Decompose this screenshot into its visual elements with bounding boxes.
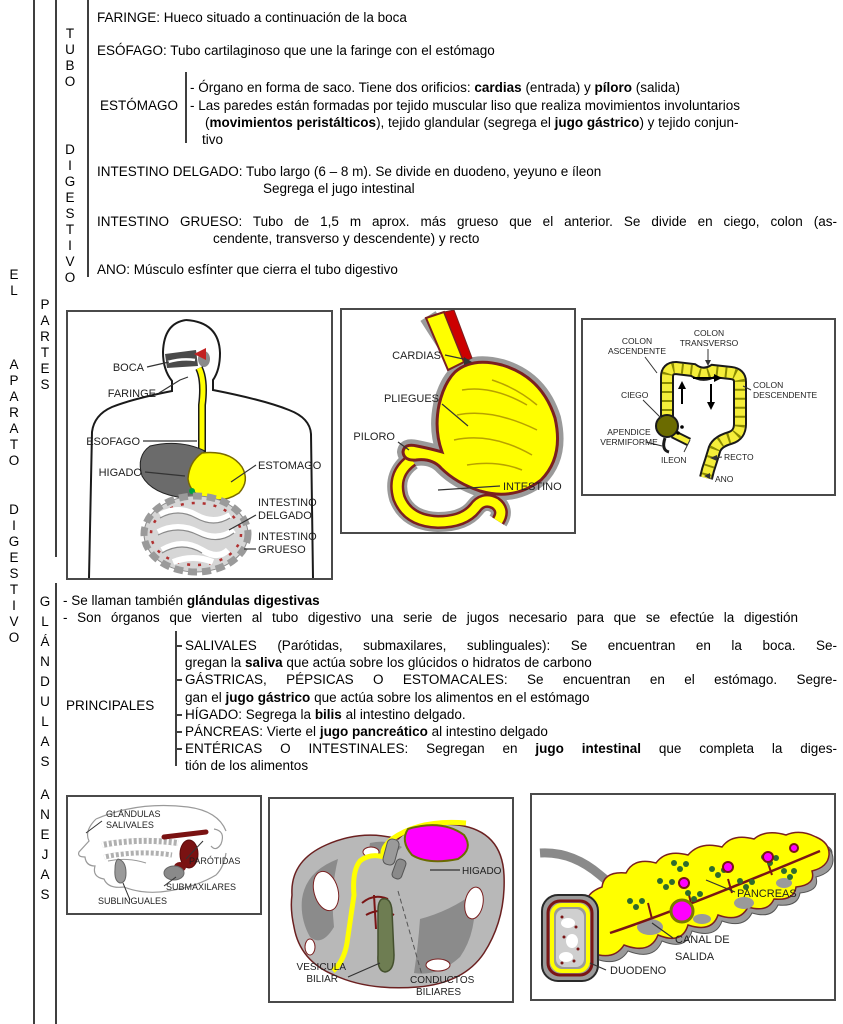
label-intestino: INTESTINO (503, 481, 562, 493)
bracket-estomago (185, 72, 187, 143)
label-boca: BOCA (112, 362, 144, 374)
label-conductos-biliares: BILIARES (416, 987, 462, 998)
outline-aparato: A P A R A T O (8, 357, 20, 468)
label-conductos-biliares: CONDUCTOS (410, 975, 475, 986)
label-higado: HIGADO (462, 866, 502, 877)
label-piloro: PILORO (353, 431, 395, 443)
glandula-entericas: tión de los alimentos (185, 758, 309, 774)
estomago-item: - Las paredes están formadas por tejido muscular liso que realiza movimientos involuntarios (190, 98, 741, 113)
label-faringe: FARINGE (107, 388, 156, 400)
bracket-tick (175, 645, 182, 647)
stomach-drawing (342, 310, 574, 532)
bracket-aparato (33, 0, 35, 1024)
intestino-delgado-definition: INTESTINO DELGADO: Tubo largo (6 – 8 m). Se divide en duodeno, yeyuno e íleon (97, 164, 602, 179)
label-colon-transverso: TRANSVERSO (679, 338, 739, 348)
bracket-principales (175, 631, 177, 766)
figure-digestive-tract-body (66, 310, 333, 580)
estomago-item: - Órgano en forma de saco. Tiene dos orificios: cardias (entrada) y píloro (salida) (190, 80, 680, 95)
label-ciego: CIEGO (621, 390, 649, 400)
pancreas-drawing (532, 795, 834, 999)
label-parotidas: PARÓTIDAS (189, 856, 241, 866)
intestino-delgado-definition: Segrega el jugo intestinal (263, 181, 415, 196)
label-submaxilares: SUBMAXILARES (166, 882, 237, 892)
label-vesicula-biliar: BILIAR (306, 974, 338, 985)
liver-drawing (270, 799, 512, 1001)
figure-liver (268, 797, 514, 1003)
label-colon-descendente: DESCENDENTE (753, 390, 818, 400)
label-intestino-grueso: GRUESO (258, 544, 306, 556)
figure-pancreas (530, 793, 836, 1001)
label-ano: ANO (715, 474, 734, 484)
estomago-item: tivo (202, 132, 224, 147)
figure-stomach (340, 308, 576, 534)
outline-anejas: A N E J A S (40, 787, 50, 902)
glandulas-intro: - Se llaman también glándulas digestivas (63, 593, 320, 608)
label-recto: RECTO (724, 452, 754, 462)
outline-tubo: T U B O (64, 26, 76, 89)
label-colon-descendente: COLON (753, 380, 784, 390)
glandula-gastricas: GÁSTRICAS, PÉPSICAS O ESTOMACALES: Se encuentran en el estómago. Segre- (185, 672, 837, 688)
digestive-tract-drawing (68, 312, 331, 578)
glandula-pancreas: PÁNCREAS: Vierte el jugo pancreático al intestino delgado (185, 723, 548, 739)
principales-list (185, 637, 837, 775)
faringe-definition: FARINGE: Hueco situado a continuación de la boca (97, 10, 407, 25)
intestino-grueso-definition: cendente, transverso y descendente) y recto (213, 231, 480, 246)
bracket-tick (175, 714, 182, 716)
figure-salivary-glands (66, 795, 262, 915)
outline-glandulas: G L Á N D U L A S (39, 594, 51, 769)
glandula-salivales: gregan la saliva que actúa sobre los glúcidos o hidratos de carbono (185, 655, 592, 671)
label-canal-de-salida: CANAL DE (675, 934, 730, 946)
label-colon-ascendente: ASCENDENTE (607, 346, 667, 356)
label-apendice: VERMIFORME (600, 437, 658, 447)
label-glandulas-salivales: GLÁNDULAS (106, 809, 161, 819)
glandula-entericas: ENTÉRICAS O INTESTINALES: Segregan en jugo intestinal que completa la diges- (185, 741, 837, 757)
label-esofago: ESOFAGO (86, 436, 140, 448)
bracket-tick (175, 731, 182, 733)
outline-el: E L (9, 267, 19, 298)
label-sublinguales: SUBLINGUALES (98, 896, 168, 906)
label-colon-transverso: COLON (693, 328, 725, 338)
salivary-glands-drawing (68, 797, 260, 913)
ano-definition: ANO: Músculo esfínter que cierra el tubo digestivo (97, 262, 398, 277)
glandula-gastricas: gan el jugo gástrico que actúa sobre los alimentos en el estómago (185, 689, 590, 705)
label-higado: HIGADO (98, 467, 142, 479)
label-pliegues: PLIEGUES (383, 393, 439, 405)
label-pancreas: PANCREAS (737, 888, 797, 900)
label-intestino-delgado: DELGADO (258, 510, 312, 522)
label-colon-ascendente: COLON (621, 336, 653, 346)
intestino-grueso-definition: INTESTINO GRUESO: Tubo de 1,5 m aprox. más grueso que el anterior. Se divide en ciego, colon (as- (97, 214, 837, 229)
label-duodeno: DUODENO (610, 965, 667, 977)
figure-large-intestine (581, 318, 836, 496)
glandulas-intro: - Son órganos que vierten al tubo digestivo una serie de jugos necesario para que se efectúe la digestión (63, 610, 798, 625)
label-intestino-delgado: INTESTINO (258, 497, 317, 509)
label-cardias: CARDIAS (392, 350, 441, 362)
glandula-higado: HÍGADO: Segrega la bilis al intestino delgado. (185, 706, 466, 722)
outline-partes: P A R T E S (40, 297, 50, 392)
esofago-definition: ESÓFAGO: Tubo cartilaginoso que une la faringe con el estómago (97, 43, 495, 58)
label-apendice: APENDICE (607, 427, 651, 437)
label-ileon: ILEON (661, 455, 687, 465)
label-glandulas-salivales: SALIVALES (106, 820, 154, 830)
estomago-item: (movimientos peristálticos), tejido glandular (segrega el jugo gástrico) y tejido conjun- (205, 115, 739, 130)
bracket-glandulas-section (55, 583, 57, 1024)
outline-tubo-digestivo: D I G E S T I V O (64, 142, 76, 285)
label-canal-de-salida: SALIDA (675, 951, 715, 963)
bracket-tick (175, 748, 182, 750)
bracket-tubo-section (55, 0, 57, 557)
label-vesicula-biliar: VESICULA (296, 962, 346, 973)
principales-label: PRINCIPALES (66, 698, 155, 713)
outline-digestivo: D I G E S T I V O (8, 502, 20, 645)
label-intestino-grueso: INTESTINO (258, 531, 317, 543)
estomago-label: ESTÓMAGO (100, 98, 179, 113)
label-estomago: ESTOMAGO (258, 460, 322, 472)
bracket-tick (175, 679, 182, 681)
glandula-salivales: SALIVALES (Parótidas, submaxilares, sublinguales): Se encuentran en la boca. Se- (185, 638, 837, 653)
bracket-tubo-items (87, 0, 89, 277)
large-intestine-drawing (583, 320, 834, 494)
